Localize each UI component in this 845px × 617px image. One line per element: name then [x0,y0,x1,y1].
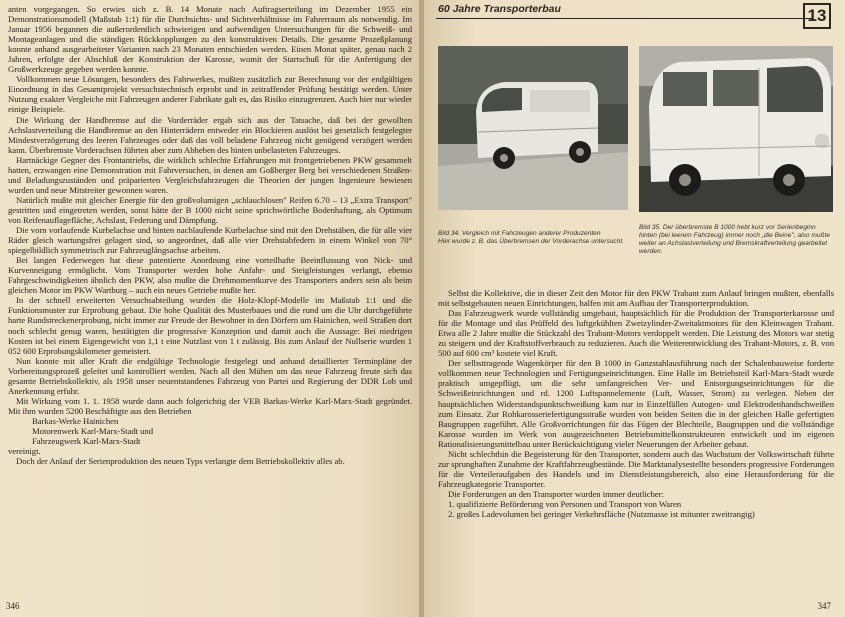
caption-bild-35: Bild 35. Der überbremste B 1000 hebt kurz vor Serienbeginn hinten (bei leerem Fahrzeug) immer noch „die Beine", also mußte weiter an Achslastverteilung und Bremskraftverteilung gearbeitet werden. [639,224,831,255]
right-page-paragraph: 2. großes Ladevolumen bei geringer Verkehrsfläche (Nutzmasse ist mitunter zweitrangig) [448,509,755,520]
left-page-paragraph: Doch der Anlauf der Serienproduktion des neuen Typs verlangte dem Betriebskollektiv alles ab. [16,456,345,467]
right-page-paragraph: Das Fahrzeugwerk wurde vollständig umgebaut, hauptsächlich für die Produktion der Transporterkarosse und für die Montage und das Prüffeld des luftgekühlten Zweizylinder-Zweitaktmotors für den Kleinwagen Trabant. Etwa alle 2 Jahre mußte die Stückzahl des Trabant-Motors verdoppelt werden. Die Leistung des Motors war stetig zu steigern und der Kraftstoffverbrauch zu reduzieren. Auch die Weiterentwicklung des Trabant-Motors, z. B. von 500 auf 600 cm³ kostete viel Kraft. [438,308,834,359]
page-number-right: 347 [817,601,831,611]
right-page-paragraph: Nicht schlechthin die Begeisterung für den Transporter, sondern auch das Wachstum der Volkswirtschaft führte zur sprunghaften Zunahme der Kraftfahrzeugbestände. Die Marktanalysestellte besonders progressive Forderungen für die Verteileraufgaben des Handels und im Dienstleistungsbereich, also eine Herausforderung für die Fahrzeugkategorie Transporter. [438,448,834,489]
left-page-paragraph: Die vorn vorlaufende Kurbelachse und hinten nachlaufende Kurbelachse sind mit den Drehstäben, die für alle vier Räder gleich wartungsfrei gelagert sind, so angeordnet, daß alle vier Drehstabfedern in einem Winkel von 70° spiegelbildlich symmetrisch zur Fahrzeuglängsachse arbeiten. [8,225,412,256]
chapter-number-box: 13 [803,3,831,29]
right-page-paragraph: Selbst die Kollektive, die in dieser Zeit den Motor für den PKW Trabant zum Anlauf bringen mußten, ebenfalls mit selbstgebauten neuen Einrichtungen, halfen mit am Aufbau der Transporterproduktion. [438,288,834,309]
left-page [0,0,420,617]
right-page-paragraph: 1. qualifizierte Beförderung von Personen und Transport von Waren [448,498,682,509]
header-rule [436,18,812,19]
left-page-paragraph: anten vorgegangen. So erwies sich z. B. 14 Monate nach Auftragserteilung im Dezember 1955 ein Demonstrationsmodell (Maßstab 1:1) für die Durchsichts- und Sichtverhältnisse im Fahrerraum als notwendig. Im Januar 1956 begannen die außerordentlich schwierigen und aufwendigen Untersuchungen für die Schweiß- und Montageanlagen und die ständigen Rückkopplungen zu den konstruktiven Details. Die gesamte Prozeßplanung konnte anhand ausgearbeiteter Varianten nach 23 Monaten entschieden werden. Einen Monat später, genau nach 2 Jahren, erfolgte der Abschluß der Konstruktion der Karosse, womit der Startschuß für die Anfertigung der Großwerkzeuge gegeben werden konnte. [8,4,412,75]
photo-van-rear-view [438,46,628,210]
left-page-paragraph: Motorenwerk Karl-Marx-Stadt und [32,425,154,436]
left-page-paragraph: Vollkommen neue Lösungen, besonders des Fahrwerkes, mußten zusätzlich zur Berechnung vor der endgültigen Einordnung in das Gesamtprojekt versuchstechnisch erprobt und in zeitraffender Prüfung bestätigt werden. Unter Nutzung exakter Vergleiche mit Fahrzeugen anderer Fabrikate galt es, das Risiko einzugrenzen. Auch hier nur wieder einige Beispiele. [8,74,412,115]
left-page-paragraph: In der schnell erweiterten Versuchsabteilung wurden die Holz-Klopf-Modelle im Maßstab 1:1 und die Funktionsmuster zur Erprobung gebaut. Die hohe Qualität des Musterbaues und die rund um die Uhr durchgeführte harte Rundstreckenerprobung, nicht immer zur Freude der Bewohner in den Dörfern um Hainichen, weil Straßen dort noch schlecht genug waren, bestätigten die progressive Konzeption und damit auch die Aussage: Bei niedrigen Kosten ist bei einem Eigengewicht von 1,1 t eine Nutzlast von 1 t zulässig. Bis zum Anlauf der Nullserie wurden 1 052 600 Erprobungskilometer gemeistert. [8,295,412,356]
photo-bild-34 [438,46,628,210]
right-page-paragraph: Der selbsttragende Wagenkörper für den B 1000 in Ganzstahlausführung nach der Schalenbauweise forderte vollkommen neue Technologien und Fertigungseinrichtungen. Eine Halle im Betriebsteil Karl-Marx-Stadt wurde praktisch umgepflügt, um die sehr umfangreichen Ver- und Entsorgungseinrichtungen für die Schweißeinrichtungen und rd. 1200 Luftspannelemente (Luft, Wasser, Strom) zu verlegen. Neben der hauptsächlichen Widerstandspunktschweißung kam nur in Einzelfällen Autogen- und Elektrodenhandschweißen zum Einsatz. Zur Rohkarosseriefertigungsstraße wurden von beiden Seiten die in der gleichen Halle gefertigten Baugruppen zugeführt. Alle Großvorrichtungen für das Fügen der Blechteile, Baugruppen und die vollständige Karosse wurden im Werk von ausgezeichneten Betriebsmittelkonstrukteuren entwickelt und im eigenen Rationalisierungsmittelbau unter Berücksichtigung vieler Neuerungen der Arbeiter gebaut. [438,358,834,449]
left-page-paragraph: Die Wirkung der Handbremse auf die Vorderräder ergab sich aus der Tatsache, daß bei der gewollten Achslastverteilung die Handbremse an den Hinterrädern entweder ein Blockieren auslöst bei gesetzlich festgelegter Mindestverzögerung des leeren Fahrzeuges oder daß das voll beladene Fahrzeug nicht genügend verzögert werden kann. Überbremste Vorderachsen führten aber zum Abheben des hinten unbelasteten Fahrzeuges. [8,114,412,155]
photo-bild-35 [639,46,833,212]
left-page-paragraph: Bei langen Federwegen hat diese patentierte Anordnung eine vorteilhafte Beeinflussung von Nick- und Kurvenneigung ermöglicht. Vom Transporter werden hohe Anfahr- und Steigleistungen verlangt, ebenso Fahrgeschwindigkeiten ähnlich den PKW, also mußte die Drehmomentkurve des Transporters anders sein als beim gleichen Motor im PKW Wartburg – auch ein neues Getriebe mußte her. [8,255,412,296]
left-page-paragraph: Nun konnte mit aller Kraft die endgültige Technologie festgelegt und anhand detaillierter Terminpläne der Vorbereitungsprozeß geleitet und kontrolliert werden. Nach all den Mühen um das neue Fahrzeug freute sich das gesamte Betriebskollektiv, als 1958 unser neuentstandenes Fahrzeug von Partei und Regierung der DDR Lob und Anerkennung erfuhr. [8,355,412,396]
left-page-paragraph: Fahrzeugwerk Karl-Marx-Stadt [32,436,141,447]
page-number-left: 346 [6,601,20,611]
left-page-paragraph: Hartnäckige Gegner des Frontantriebs, die wirklich schlechte Erfahrungen mit frontgetriebenen PKW gesammelt hatten, erzwangen eine Demonstration mit Fahrversuchen, in denen am Goßberger Berg bei verschiedenen Straßen- und Beladungszuständen und präparierten Vergleichsfahrzeugen die Theorien der jungen Ingenieure bewiesen wurden und neue Mitstreiter gewonnen waren. [8,154,412,195]
running-header-title: 60 Jahre Transporterbau [438,3,561,15]
left-page-paragraph: Barkas-Werke Hainichen [32,415,119,426]
photo-van-front-view [639,46,833,212]
right-page [424,0,845,617]
caption-bild-34: Bild 34. Vergleich mit Fahrzeugen anderer Produzenten Hier wurde z. B. das Überbremsen der Vorderachse untersucht. [438,230,624,245]
left-page-paragraph: Natürlich mußte mit gleicher Energie für den großvolumigen „schlauchlosen" Reifen 6.70 – 13 „Extra Transport" gestritten und eingetreten werden, sonst hätte der B 1000 nicht seine sprichwörtliche Bodenhaftung, als Optimum von Reifenauflagefläche, Achslast, Federung und Dämpfung. [8,194,412,225]
left-page-body-text [8,4,412,466]
right-page-body-text [438,288,834,519]
right-page-paragraph: Die Forderungen an den Transporter wurden immer deutlicher: [448,488,664,499]
left-page-paragraph: vereinigt. [8,446,41,457]
left-page-paragraph: Mit Wirkung vom 1. 1. 1958 wurde dann auch folgerichtig der VEB Barkas-Werke Karl-Marx-Stadt gegründet. Mit ihm wurden 5200 Beschäftigte aus den Betrieben [8,395,412,416]
